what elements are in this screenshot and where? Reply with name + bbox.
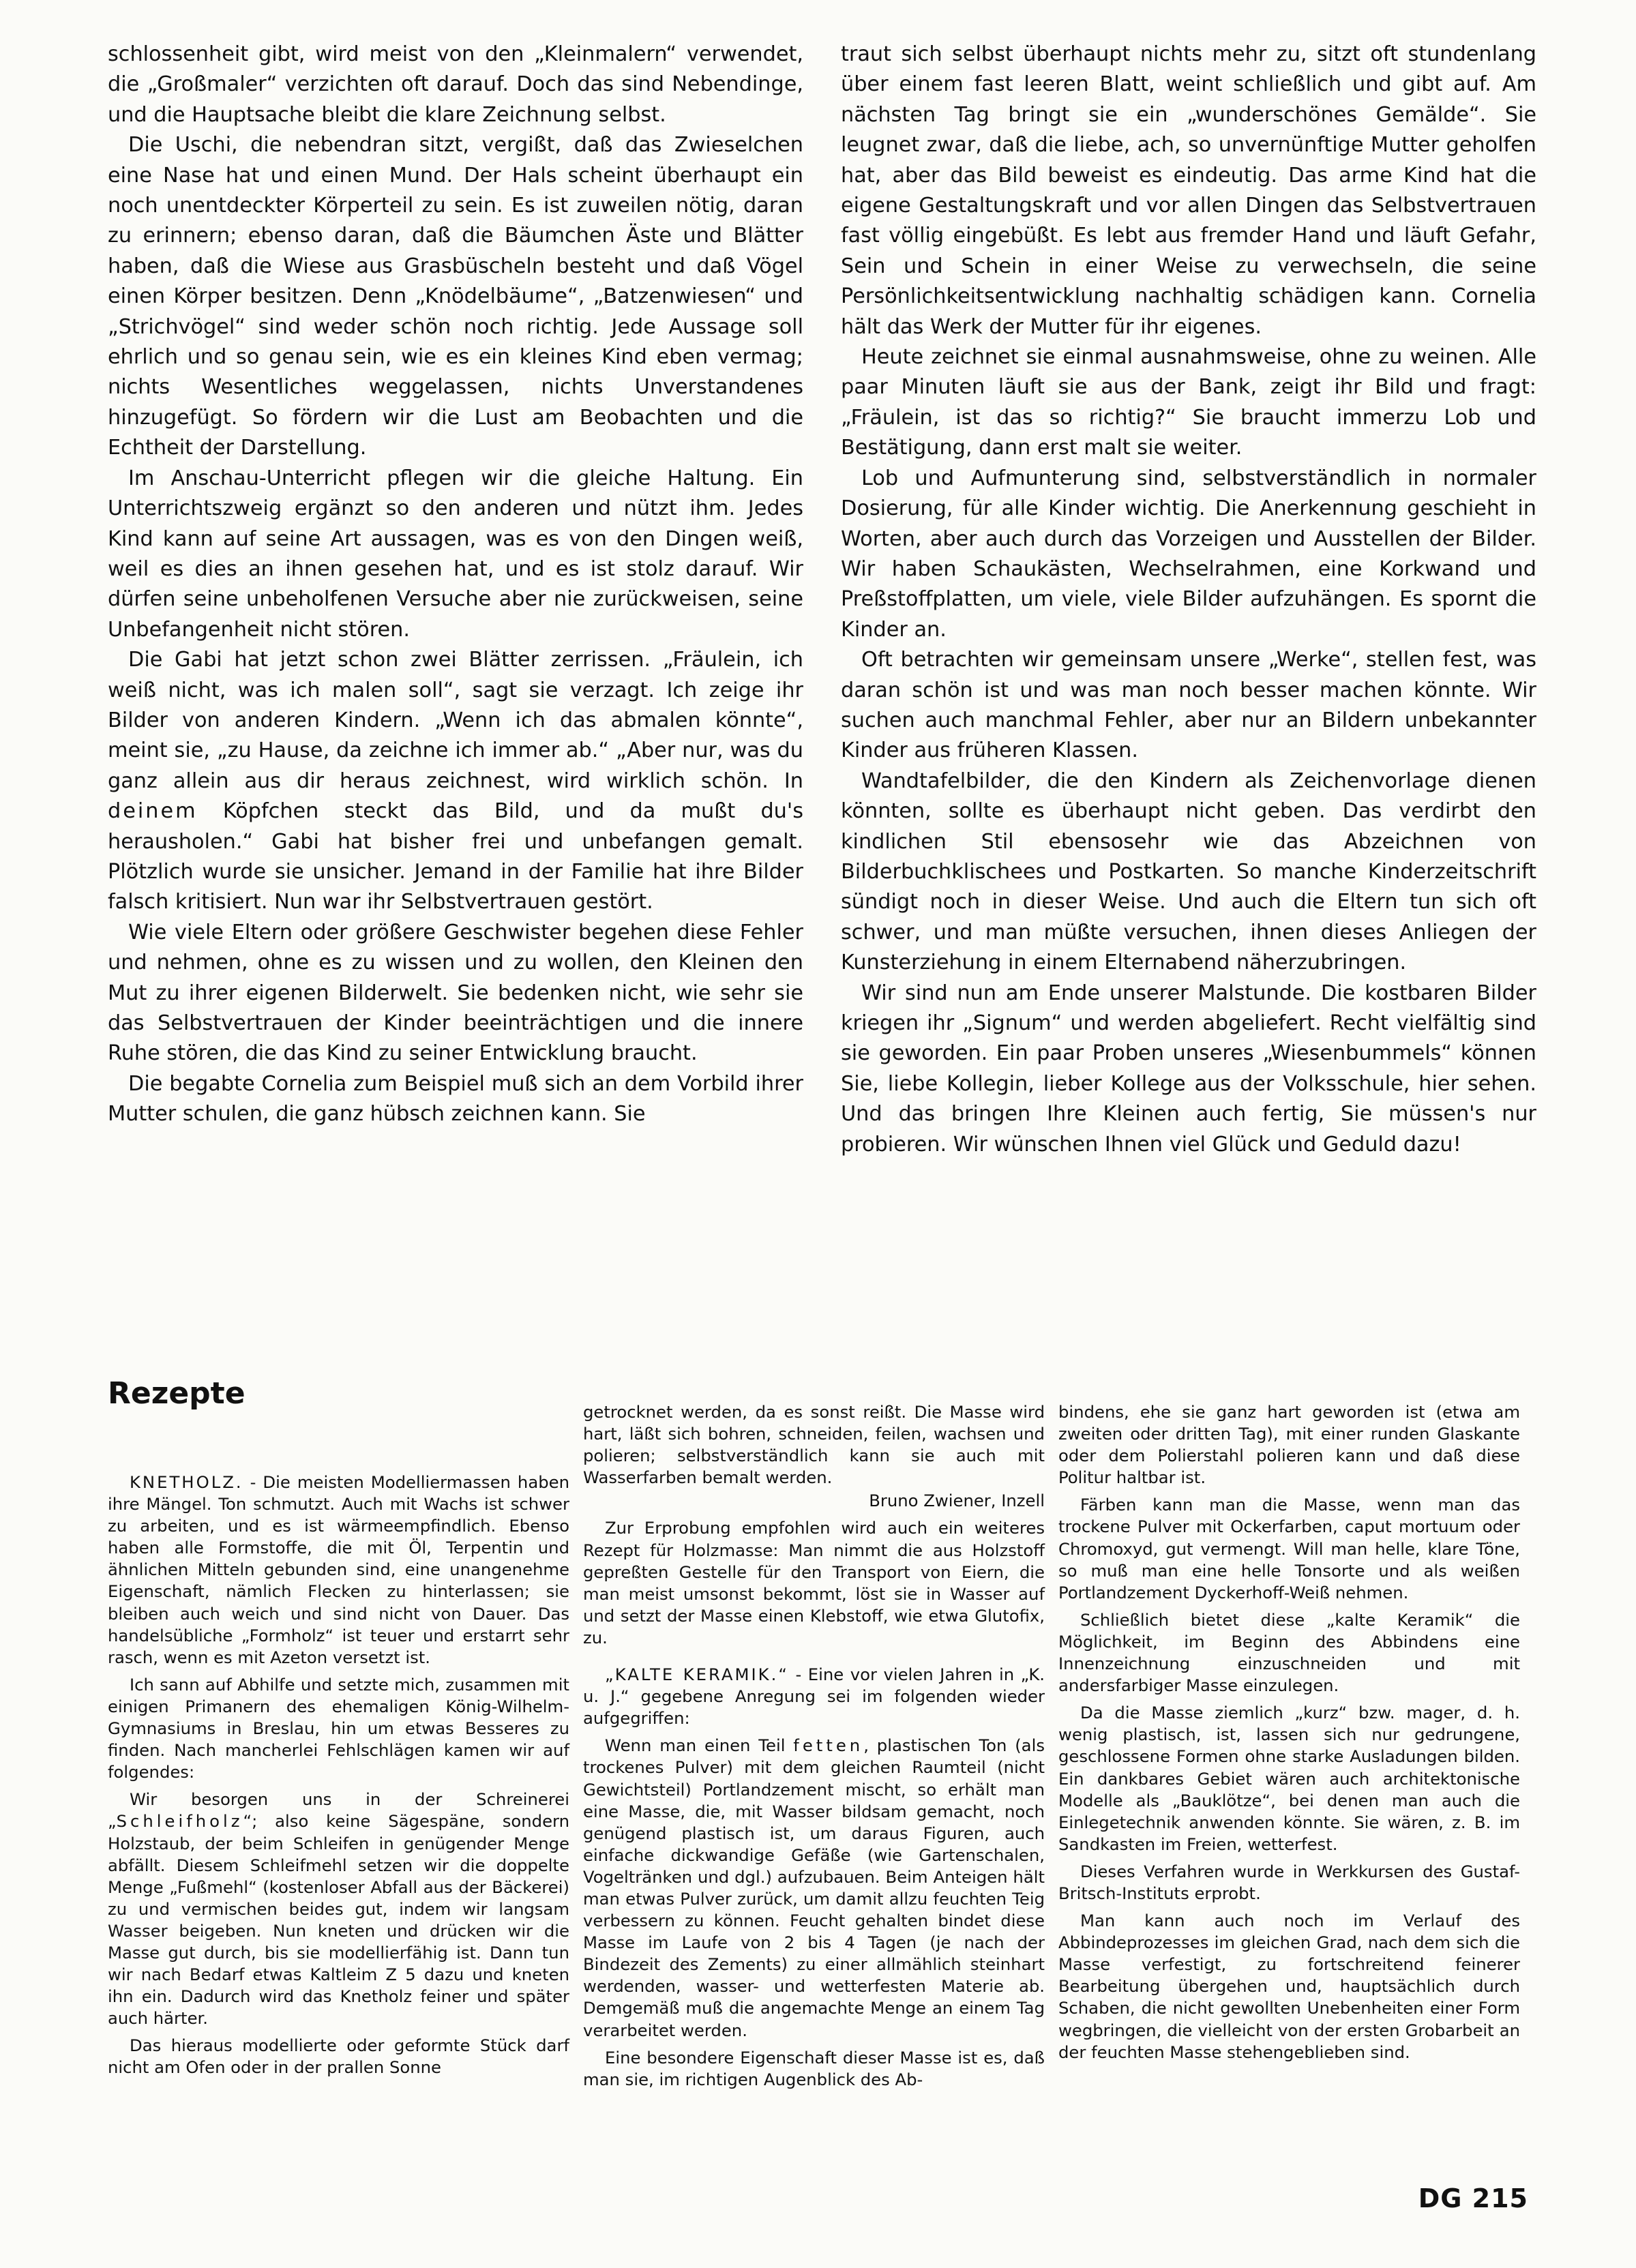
recipe-text: - Eine vor vielen Jahren in „K. u. J.“ gegebene Anregung sei im folgenden wieder aufgegriffen: (583, 1665, 1045, 1729)
article-column-left (108, 40, 803, 1130)
recipe-paragraph: Dieses Verfahren wurde in Werkkursen des Gustaf-Britsch-Instituts erprobt. (1058, 1861, 1520, 1903)
recipe-paragraph (583, 1664, 1045, 1729)
recipe-label: „KALTE KERAMIK.“ (605, 1665, 789, 1685)
recipe-text: , plastischen Ton (als trockenes Pulver) mit dem gleichen Raumteil (nicht Gewichtsteil) Portlandzement mischt, so erhält man eine Masse, die, mit Wasser bildsam gemacht, noch genügend plastisch ist, um daraus Figuren, auch einfache dickwandige Gefäße (wie Gartenschalen, Vogeltränken und dgl.) aufzubauen. Beim Anteigen hält man etwas Pulver zurück, um damit allzu feuchten Teig verbessern zu können. Feucht gehalten bindet diese Masse im Laufe von 2 bis 4 Tagen (je nach der Bindezeit des Zements) zu einer allmählich steinhart werdenden, wasser- und wetterfesten Materie ab. Demgemäß muß die angemachte Menge an einem Tag verarbeitet werden. (583, 1735, 1045, 2040)
article-paragraph: Lob und Aufmunterung sind, selbstverständlich in normaler Dosierung, für alle Kinder wichtig. Die Anerkennung geschieht in Worten, aber auch durch das Vorzeigen und Ausstellen der Bilder. Wir haben Schaukästen, Wechselrahmen, eine Korkwand und Preßstoffplatten, um viele, viele Bilder aufzuhängen. Es spornt die Kinder an. (841, 466, 1536, 642)
article-column-right (841, 40, 1536, 1160)
recipe-paragraph (583, 1735, 1045, 2041)
article-paragraph: Im Anschau-Unterricht pflegen wir die gleiche Haltung. Ein Unterrichtszweig ergänzt so den anderen und nützt ihm. Jedes Kind kann auf seine Art aussagen, was es von den Dingen weiß, weil es dies an ihnen gesehen hat, und es ist stolz darauf. Wir dürfen seine unbeholfenen Versuche aber nie zurückweisen, seine Unbefangenheit nicht stören. (108, 466, 803, 642)
recipe-label: KNETHOLZ. (130, 1472, 243, 1492)
article-paragraph: Wir sind nun am Ende unserer Malstunde. Die kostbaren Bilder kriegen ihr „Signum“ und werden abgeliefert. Recht vielfältig sind sie geworden. Ein paar Proben unseres „Wiesenbummels“ können Sie, liebe Kollegin, lieber Kollege aus der Volksschule, hier sehen. Und das bringen Ihre Kleinen auch fertig, Sie müssen's nur probieren. Wir wünschen Ihnen viel Glück und Geduld dazu! (841, 981, 1536, 1157)
recipe-text: Wenn man einen Teil (605, 1735, 794, 1756)
recipe-paragraph: Schließlich bietet diese „kalte Keramik“ die Möglichkeit, im Beginn des Abbindens eine Innenzeichnung einzuschneiden und mit andersfarbiger Masse einzulegen. (1058, 1609, 1520, 1696)
article-paragraph: Oft betrachten wir gemeinsam unsere „Werke“, stellen fest, was daran schön ist und was man noch besser machen könnte. Wir suchen auch manchmal Fehler, aber nur an Bildern unbekannter Kinder aus früheren Klassen. (841, 648, 1536, 763)
recipe-paragraph: Man kann auch noch im Verlauf des Abbindeprozesses im gleichen Grad, nach dem sich die Masse verfestigt, zu fortschreitend feinerer Bearbeitung übergehen und, hauptsächlich durch Schaben, die nicht gewollten Unebenheiten einer Form wegbringen, die vielleicht von der ersten Grobarbeit an der feuchten Masse stehengeblieben sind. (1058, 1911, 1520, 2062)
recipe-text: “; also keine Sägespäne, sondern Holzstaub, der beim Schleifen in genügender Menge abfällt. Diesem Schleifmehl setzen wir die doppelte Menge „Fußmehl“ (kostenloser Abfall aus der Bäckerei) zu und vermischen beides gut, indem wir langsam Wasser beigeben. Nun kneten und drücken wir die Masse gut durch, bis sie modellierfähig ist. Dann tun wir nach Bedarf etwas Kaltleim Z 5 dazu und kneten ihn ein. Dadurch wird das Knetholz feiner und später auch härter. (108, 1811, 569, 2029)
recipe-column-3 (1058, 1401, 1520, 2069)
article-paragraph (108, 645, 803, 918)
recipe-paragraph: Das hieraus modellierte oder geformte Stück darf nicht am Ofen oder in der prallen Sonne (108, 2035, 569, 2078)
recipe-paragraph: Färben kann man die Masse, wenn man das trockene Pulver mit Ockerfarben, caput mortuum oder Chromoxyd, gut vermengt. Will man helle, klare Töne, so muß man eine helle Tonsorte und als weißen Portlandzement Dyckerhoff-Weiß nehmen. (1058, 1495, 1520, 1602)
recipe-paragraph: Eine besondere Eigenschaft dieser Masse ist es, daß man sie, im richtigen Augenblick des Ab- (583, 2047, 1045, 2089)
article-paragraph: Wandtafelbilder, die den Kindern als Zeichenvorlage dienen könnten, sollte es überhaupt nicht geben. Das verdirbt den kindlichen Stil ebensosehr wie das Abzeichnen von Bilderbuchklischees und Postkarten. So manche Kinderzeitschrift sündigt noch in dieser Weise. Und auch die Eltern tun sich oft schwer, und man müßte versuchen, ihnen dieses Anliegen der Kunsterziehung in einem Elternabend näherzubringen. (841, 769, 1536, 975)
article-paragraph: schlossenheit gibt, wird meist von den „Kleinmalern“ verwendet, die „Großmaler“ verzichten oft darauf. Doch das sind Nebendinge, und die Hauptsache bleibt die klare Zeichnung selbst. (108, 42, 803, 127)
recipe-paragraph: Ich sann auf Abhilfe und setzte mich, zusammen mit einigen Primanern des ehemaligen König-Wilhelm-Gymnasiums in Breslau, hin um etwas Besseres zu finden. Nach mancherlei Fehlschlägen kamen wir auf folgendes: (108, 1674, 569, 1782)
recipe-text: - Die meisten Modelliermassen haben ihre Mängel. Ton schmutzt. Auch mit Wachs ist schwer zu arbeiten, und es ist wärmeempfindlich. Ebenso haben alle Formstoffe, die mit Öl, Terpentin und ähnlichen Mitteln gebunden sind, eine unangenehme Eigenschaft, nämlich Flecken zu hinterlassen; sie bleiben auch weich und sind nicht von Dauer. Das handelsübliche „Formholz“ ist teuer und erstarrt sehr rasch, wenn es mit Azeton versetzt ist. (108, 1472, 569, 1667)
recipe-column-1 (108, 1472, 569, 2085)
article-paragraph: Die begabte Cornelia zum Beispiel muß sich an dem Vorbild ihrer Mutter schulen, die ganz hübsch zeichnen kann. Sie (108, 1071, 803, 1126)
recipe-paragraph: Zur Erprobung empfohlen wird auch ein weiteres Rezept für Holzmasse: Man nimmt die aus Holzstoff gepreßten Gestelle für den Transport von Eiern, die man meist umsonst bekommt, löst sie in Wasser auf und setzt der Masse einen Klebstoff, wie etwa Glutofix, zu. (583, 1518, 1045, 1647)
emphasized-word: deinem (108, 799, 198, 824)
recipe-paragraph: getrocknet werden, da es sonst reißt. Die Masse wird hart, läßt sich bohren, schneiden, feilen, wachsen und polieren; selbstverständlich kann sie auch mit Wasserfarben bemalt werden. (583, 1402, 1045, 1488)
recipe-paragraph: bindens, ehe sie ganz hart geworden ist (etwa am zweiten oder dritten Tag), mit einer runden Glaskante oder dem Polierstahl polieren kann und daß diese Politur haltbar ist. (1058, 1402, 1520, 1488)
article-text: Die Gabi hat jetzt schon zwei Blätter zerrissen. „Fräulein, ich weiß nicht, was ich malen soll“, sagt sie verzagt. Ich zeige ihr Bilder von anderen Kindern. „Wenn ich das abmalen könnte“, meint sie, „zu Hause, da zeichne ich immer ab.“ „Aber nur, was du ganz allein aus dir heraus zeichnest, wird wirklich schön. In (108, 648, 803, 793)
recipe-column-2 (583, 1401, 1045, 2096)
recipe-paragraph (108, 1789, 569, 2029)
recipe-paragraph: Da die Masse ziemlich „kurz“ bzw. mager, d. h. wenig plastisch, ist, lassen sich nur gedrungene, geschlossene Formen ohne starke Ausladungen bilden. Ein dankbares Gebiet wären auch architektonische Modelle als „Bauklötze“, bei denen man auch die Einlegetechnik anwenden könnte. Sie wären, z. B. im Sandkasten im Freien, wetterfest. (1058, 1703, 1520, 1854)
recipe-paragraph (108, 1472, 569, 1669)
page-number: DG 215 (1418, 2183, 1528, 2213)
article-text: Köpfchen steckt das Bild, und da mußt du's herausholen.“ Gabi hat bisher frei und unbefangen gemalt. Plötzlich wurde sie unsicher. Jemand in der Familie hat ihre Bilder falsch kritisiert. Nun war ihr Selbstvertrauen gestört. (108, 799, 803, 914)
article-paragraph: traut sich selbst überhaupt nichts mehr zu, sitzt oft stundenlang über einem fast leeren Blatt, weint schließlich und gibt auf. Am nächsten Tag bringt sie ein „wunderschönes Gemälde“. Sie leugnet zwar, daß die liebe, ach, so unvernünftige Mutter geholfen hat, aber das Bild beweist es eindeutig. Das arme Kind hat die eigene Gestaltungskraft und vor allen Dingen das Selbstvertrauen fast völlig eingebüßt. Es lebt aus fremder Hand und läuft Gefahr, Sein und Schein in einer Weise zu verwechseln, die seine Persönlichkeitsentwicklung nachhaltig schädigen kann. Cornelia hält das Werk der Mutter für ihr eigenes. (841, 42, 1536, 339)
section-heading: Rezepte (108, 1376, 246, 1411)
article-paragraph: Wie viele Eltern oder größere Geschwister begehen diese Fehler und nehmen, ohne es zu wissen und zu wollen, den Kleinen den Mut zu ihrer eigenen Bilderwelt. Sie bedenken nicht, wie sehr sie das Selbstvertrauen der Kinder beeinträchtigen und die innere Ruhe stören, die das Kind zu seiner Entwicklung braucht. (108, 920, 803, 1066)
article-paragraph: Die Uschi, die nebendran sitzt, vergißt, daß das Zwieselchen eine Nase hat und einen Mund. Der Hals scheint überhaupt ein noch unentdeckter Körperteil zu sein. Es ist zuweilen nötig, daran zu erinnern; ebenso daran, daß die Bäumchen Äste und Blätter haben, daß die Wiese aus Grasbüscheln besteht und daß Vögel einen Körper besitzen. Denn „Knödelbäume“, „Batzenwiesen“ und „Strichvögel“ sind weder schön noch richtig. Jede Aussage soll ehrlich und so genau sein, wie es ein kleines Kind eben vermag; nichts Wesentliches weggelassen, nichts Unverstandenes hinzugefügt. So fördern wir die Lust am Beobachten und die Echtheit der Darstellung. (108, 133, 803, 460)
emphasized-word: fetten (793, 1735, 864, 1756)
recipe-text: Wir besorgen uns in der Schreinerei „ (108, 1789, 569, 1832)
article-paragraph: Heute zeichnet sie einmal ausnahmsweise, ohne zu weinen. Alle paar Minuten läuft sie aus der Bank, zeigt ihr Bild und fragt: „Fräulein, ist das so richtig?“ Sie braucht immerzu Lob und Bestätigung, dann erst malt sie weiter. (841, 345, 1536, 460)
author-signature: Bruno Zwiener, Inzell (869, 1491, 1045, 1511)
emphasized-word: Schleifholz (116, 1811, 243, 1832)
